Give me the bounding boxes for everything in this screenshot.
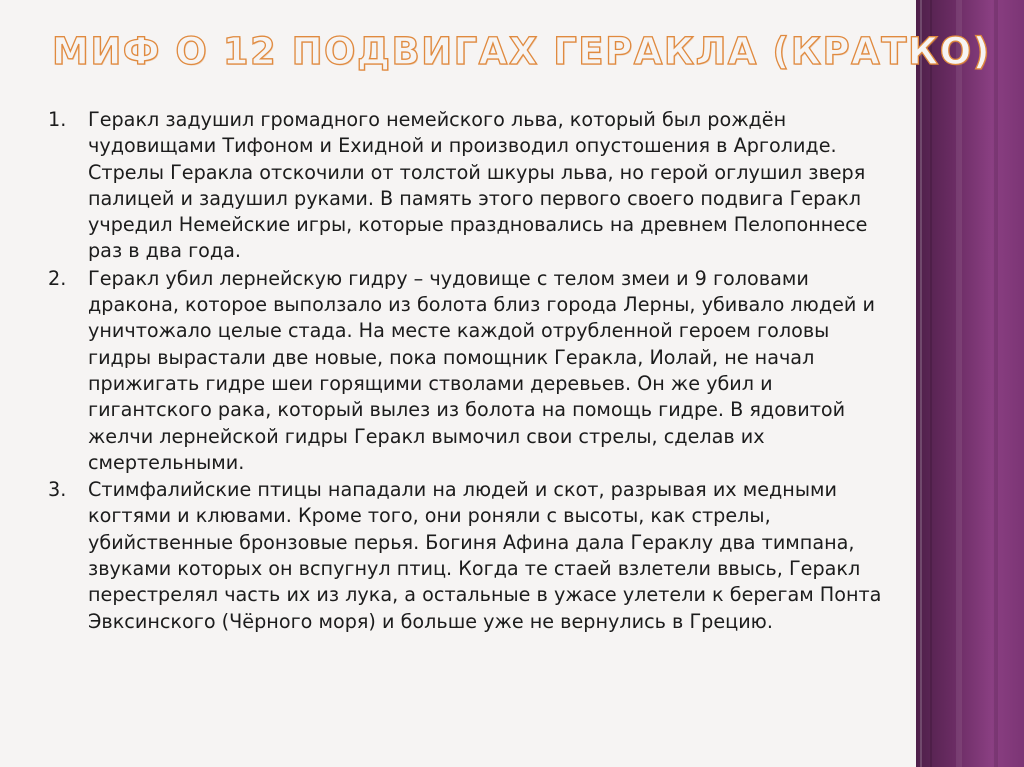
list-item-text: Геракл убил лернейскую гидру – чудовище с телом змеи и 9 головами дракона, которое выползало из болота близ города Лерны, убивало людей и уничтожало целые стада. На месте каждой отрубленной героем головы гидры вырастали две новые, пока помощник Геракла, Иолай, не начал прижигать гидре шеи горящими стволами деревьев. Он же убил и гигантского рака, который вылез из болота на помощь гидре. В ядовитой желчи лернейской гидры Геракл вымочил свои стрелы, сделав их смертельными. [88,266,875,474]
list-item [48,107,888,265]
slide-title: МИФ О 12 ПОДВИГАХ ГЕРАКЛА (КРАТКО) [52,30,992,73]
list-item-number: 2. [48,266,67,290]
list-item-text: Геракл задушил громадного немейского льва, который был рождён чудовищами Тифоном и Ехидной и производил опустошения в Арголиде. Стрелы Геракла отскочили от толстой шкуры льва, но герой оглушил зверя палицей и задушил руками. В память этого первого своего подвига Геракл учредил Немейские игры, которые праздновались на древнем Пелопоннесе раз в два года. [88,108,868,263]
list-item [48,477,888,635]
list-item-number: 1. [48,108,67,131]
list-item [48,266,888,476]
list-item-text: Стимфалийские птицы нападали на людей и скот, разрывая их медными когтями и клювами. Кроме того, они роняли с высоты, как стрелы, убийственные бронзовые перья. Богиня Афина дала Гераклу два тимпана, звуками которых он вспугнул птиц. Когда те стаей взлетели ввысь, Геракл перестрелял часть их из лука, а остальные в ужасе улетели к берегам Понта Эвксинского (Чёрного моря) и больше уже не вернулись в Грецию. [88,478,882,633]
list-item-number: 3. [48,478,67,502]
decorative-side-band [916,0,1024,767]
numbered-list [48,107,888,636]
